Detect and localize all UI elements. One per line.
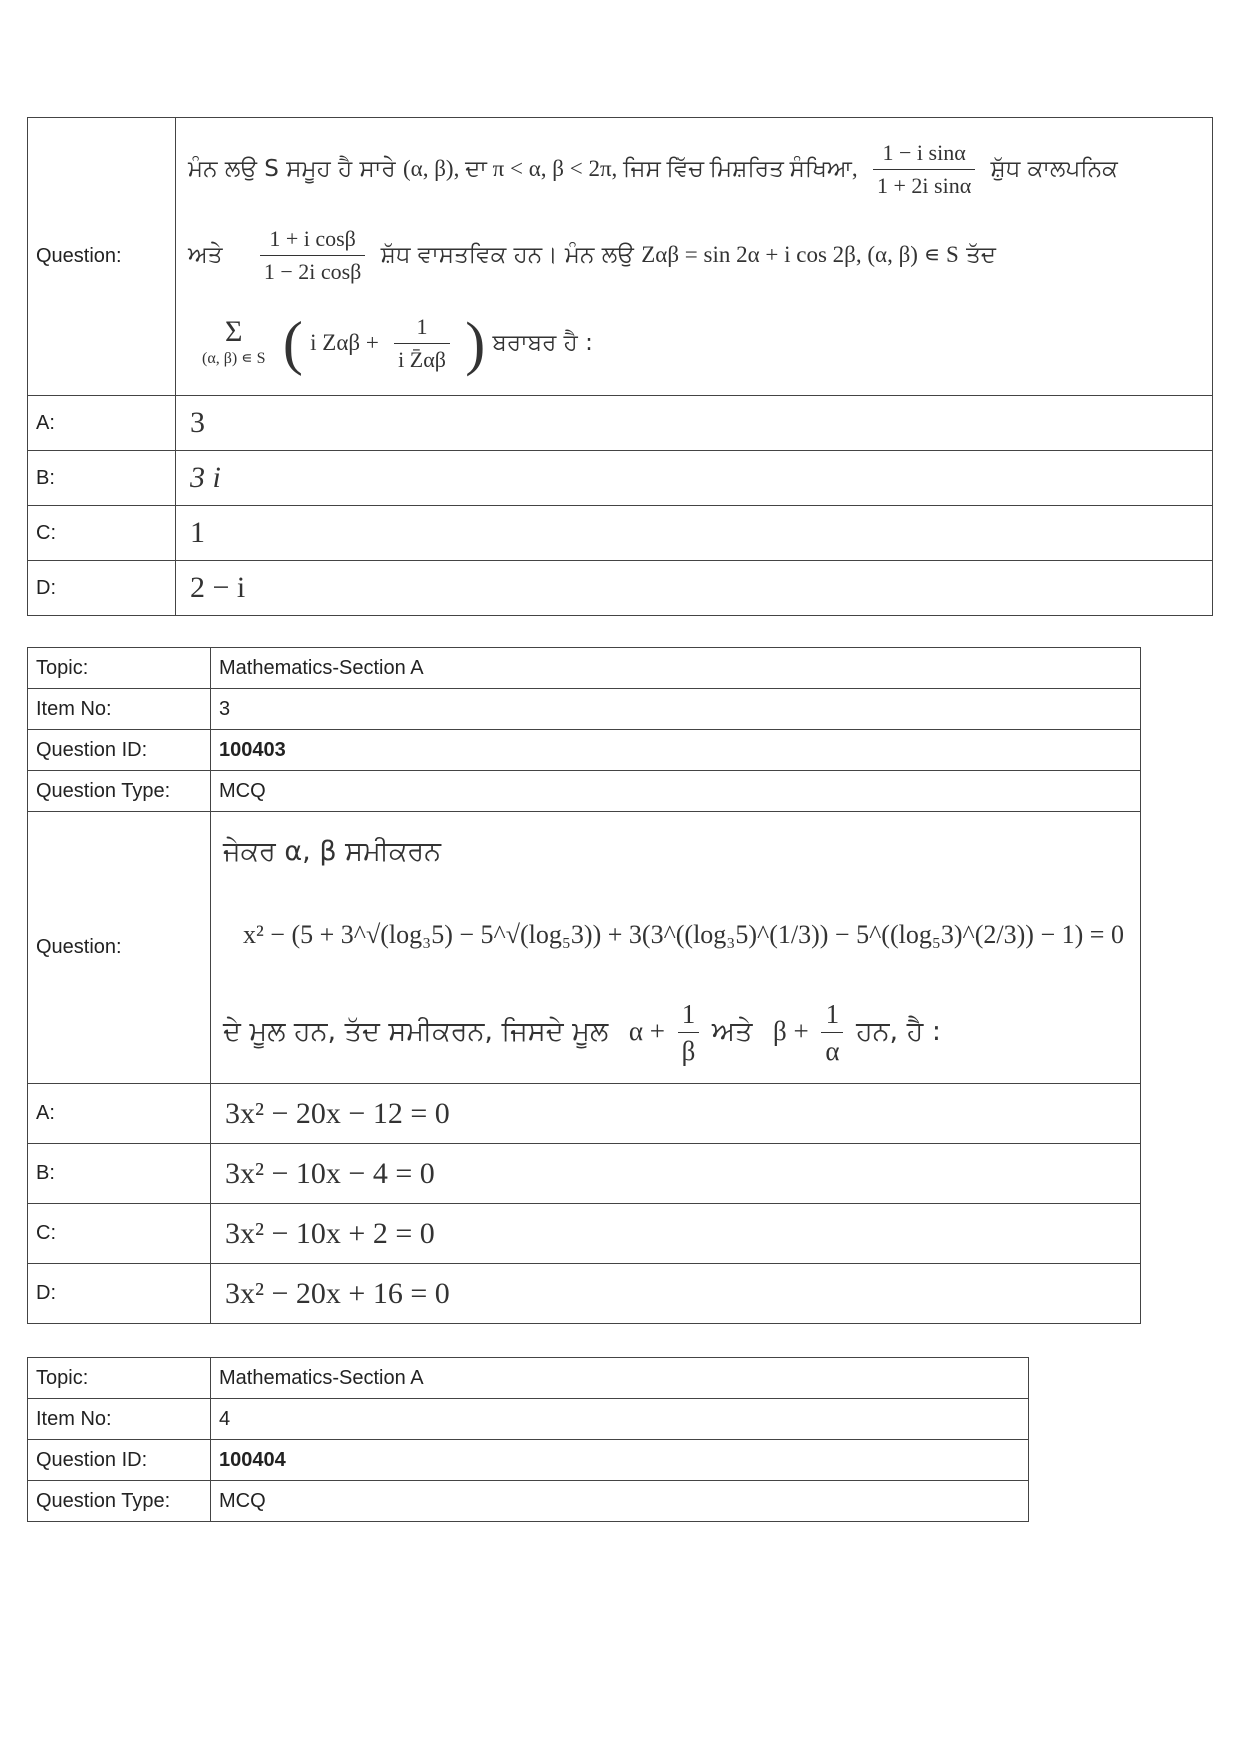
question-type-value: MCQ xyxy=(211,1481,1029,1522)
fraction-sin-numerator: 1 − i sinα xyxy=(873,139,975,170)
question-line3-a: ਦੇ ਮੂਲ ਹਨ, ਤੱਦ ਸਮੀਕਰਨ, ਜਿਸਦੇ ਮੂਲ xyxy=(223,1015,609,1047)
summation-term: i Zαβ + xyxy=(310,329,379,355)
question-label: Question: xyxy=(28,118,176,396)
option-a-value[interactable]: 3 xyxy=(176,396,1213,451)
item-no-label: Item No: xyxy=(28,1399,211,1440)
fraction-one-over-alpha xyxy=(821,998,843,1067)
question-line3-end: ਹਨ, ਹੈ : xyxy=(856,1015,941,1047)
question-equation: x² − (5 + 3^√(log₃5) − 5^√(log₅3)) + 3(3^((log₃5)^(1/3)) − 5^((log₅3)^(2/3)) − 1) = 0 xyxy=(243,919,1124,949)
question-line2-d: ਤੱਦ xyxy=(966,241,997,268)
fraction-one-over-beta xyxy=(678,998,700,1067)
question-line2-a: ਅਤੇ xyxy=(188,241,223,268)
option-c-value[interactable]: 1 xyxy=(176,506,1213,561)
paren-right: ) xyxy=(465,310,486,376)
fraction-one-over-beta-denominator: β xyxy=(681,1035,696,1066)
question-line1-c: ਸ਼ੁੱਧ ਕਾਲਪਨਿਕ xyxy=(990,155,1118,182)
fraction-one-over-alpha-numerator: 1 xyxy=(821,998,843,1033)
fraction-conjugate-denominator: i Z̄αβ xyxy=(398,346,446,372)
option-d-value[interactable]: 2 − i xyxy=(176,561,1213,616)
question-text xyxy=(176,118,1213,396)
question-text xyxy=(211,812,1141,1084)
summation-subscript: (α, β) ∊ S xyxy=(202,350,266,367)
item-no-value: 3 xyxy=(211,689,1141,730)
question-id-value: 100404 xyxy=(211,1440,1029,1481)
item-no-value: 4 xyxy=(211,1399,1029,1440)
topic-label: Topic: xyxy=(28,648,211,689)
option-a-value[interactable]: 3x² − 20x − 12 = 0 xyxy=(211,1084,1141,1144)
question-id-value: 100403 xyxy=(211,730,1141,771)
summation-symbol: Σ xyxy=(225,315,243,348)
beta-plus: β + xyxy=(773,1015,809,1046)
question-id-label: Question ID: xyxy=(28,730,211,771)
option-a-label: A: xyxy=(28,1084,211,1144)
fraction-one-over-alpha-denominator: α xyxy=(825,1035,840,1066)
paren-left: ( xyxy=(282,310,303,376)
question-line1: ਜੇਕਰ α, β ਸਮੀਕਰਨ xyxy=(223,835,442,867)
question-label: Question: xyxy=(28,812,211,1084)
question-line1-b: (α, β), ਦਾ π < α, β < 2π, ਜਿਸ ਵਿੱਚ ਮਿਸ਼ਰਿਤ ਸੰਖਿਆ, xyxy=(403,155,858,181)
summation xyxy=(202,316,266,370)
option-b-value[interactable]: 3 i xyxy=(176,451,1213,506)
question-type-label: Question Type: xyxy=(28,1481,211,1522)
alpha-plus: α + xyxy=(628,1015,665,1046)
option-d-label: D: xyxy=(28,561,176,616)
fraction-sin xyxy=(873,139,975,200)
fraction-cos-denominator: 1 − 2i cosβ xyxy=(263,258,362,284)
question-line2-b: ਸ਼ੱਧ ਵਾਸਤਵਿਕ ਹਨ। ਮੰਨ ਲਉ xyxy=(380,241,634,268)
fraction-sin-denominator: 1 + 2i sinα xyxy=(877,172,972,198)
topic-value: Mathematics-Section A xyxy=(211,648,1141,689)
topic-value: Mathematics-Section A xyxy=(211,1358,1029,1399)
question-line1-a: ਮੰਨ ਲਉ S ਸਮੂਹ ਹੈ ਸਾਰੇ xyxy=(188,155,396,182)
option-c-label: C: xyxy=(28,1204,211,1264)
option-d-value[interactable]: 3x² − 20x + 16 = 0 xyxy=(211,1264,1141,1324)
question-line2-c: Zαβ = sin 2α + i cos 2β, (α, β) ∊ S xyxy=(641,241,959,267)
option-b-label: B: xyxy=(28,1144,211,1204)
question-type-label: Question Type: xyxy=(28,771,211,812)
option-b-label: B: xyxy=(28,451,176,506)
option-c-value[interactable]: 3x² − 10x + 2 = 0 xyxy=(211,1204,1141,1264)
fraction-cos xyxy=(260,225,366,286)
fraction-cos-numerator: 1 + i cosβ xyxy=(260,225,366,256)
question-id-label: Question ID: xyxy=(28,1440,211,1481)
question-block-3 xyxy=(27,647,1141,1324)
ate-text: ਅਤੇ xyxy=(711,1015,753,1047)
question-block-2-continued xyxy=(27,117,1213,616)
fraction-conjugate xyxy=(394,313,450,374)
option-d-label: D: xyxy=(28,1264,211,1324)
question-block-4 xyxy=(27,1357,1029,1522)
option-b-value[interactable]: 3x² − 10x − 4 = 0 xyxy=(211,1144,1141,1204)
question-line3-end: ਬਰਾਬਰ ਹੈ : xyxy=(492,329,593,356)
option-a-label: A: xyxy=(28,396,176,451)
question-type-value: MCQ xyxy=(211,771,1141,812)
option-c-label: C: xyxy=(28,506,176,561)
item-no-label: Item No: xyxy=(28,689,211,730)
fraction-one-over-beta-numerator: 1 xyxy=(678,998,700,1033)
fraction-conjugate-numerator: 1 xyxy=(394,313,450,344)
topic-label: Topic: xyxy=(28,1358,211,1399)
